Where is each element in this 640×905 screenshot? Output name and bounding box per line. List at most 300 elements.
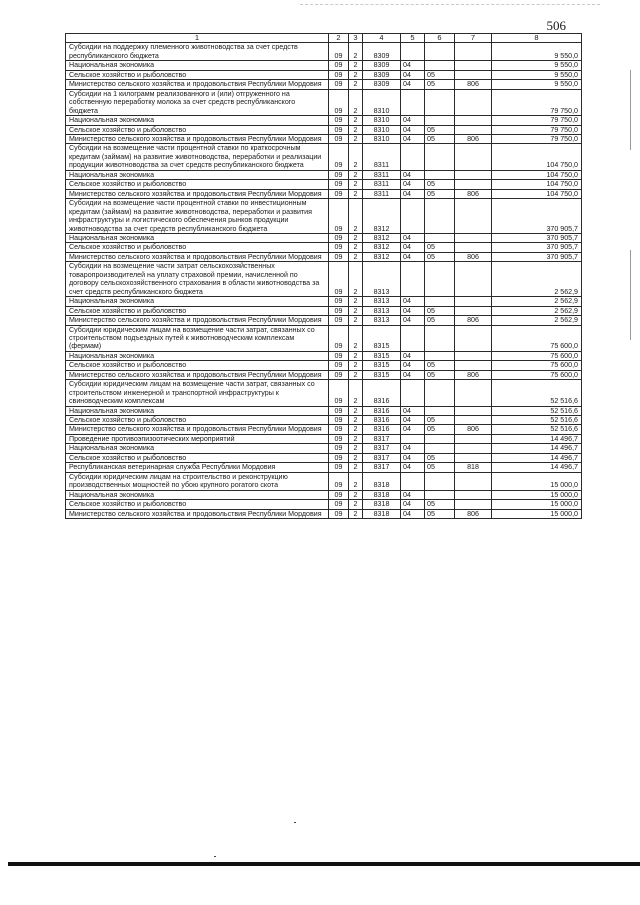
row-subsection-cell [425, 170, 455, 179]
row-code-cell: 2 [349, 463, 363, 472]
row-ministry-cell [455, 490, 492, 499]
row-code-cell: 09 [329, 243, 349, 252]
row-code-cell: 09 [329, 180, 349, 189]
row-name-cell: Субсидии на 1 килограмм реализованного и (или) отгруженного на собственную переработку молока за счет средств республиканского бюджета [66, 89, 329, 115]
row-code-cell: 09 [329, 61, 349, 70]
row-name-cell: Проведение противоэпизоотических мероприятий [66, 434, 329, 443]
row-amount-cell: 2 562,9 [492, 316, 582, 325]
row-ministry-cell [455, 306, 492, 315]
row-amount-cell: 79 750,0 [492, 125, 582, 134]
row-amount-cell: 14 496,7 [492, 444, 582, 453]
row-subsection-cell [425, 406, 455, 415]
row-amount-cell: 2 562,9 [492, 297, 582, 306]
table-row [66, 444, 582, 453]
row-subsection-cell [425, 472, 455, 490]
row-code-cell: 8309 [363, 61, 401, 70]
row-subsection-cell: 05 [425, 463, 455, 472]
row-code-cell: 2 [349, 80, 363, 89]
row-subsection-cell [425, 144, 455, 170]
row-code-cell: 09 [329, 43, 349, 61]
row-code-cell: 09 [329, 370, 349, 379]
table-row [66, 125, 582, 134]
row-amount-cell: 370 905,7 [492, 233, 582, 242]
row-name-cell: Сельское хозяйство и рыболовство [66, 500, 329, 509]
row-subsection-cell [425, 325, 455, 351]
row-section-cell [401, 472, 425, 490]
row-name-cell: Сельское хозяйство и рыболовство [66, 453, 329, 462]
row-section-cell [401, 43, 425, 61]
table-row [66, 425, 582, 434]
row-section-cell [401, 144, 425, 170]
row-code-cell: 2 [349, 490, 363, 499]
row-code-cell: 09 [329, 361, 349, 370]
row-code-cell: 8316 [363, 380, 401, 406]
row-section-cell: 04 [401, 297, 425, 306]
row-code-cell: 8309 [363, 80, 401, 89]
row-code-cell: 2 [349, 243, 363, 252]
top-scan-rule [300, 4, 600, 5]
row-code-cell: 2 [349, 380, 363, 406]
row-subsection-cell: 05 [425, 509, 455, 518]
row-code-cell: 2 [349, 361, 363, 370]
row-code-cell: 2 [349, 252, 363, 261]
row-code-cell: 2 [349, 509, 363, 518]
row-section-cell: 04 [401, 189, 425, 198]
row-subsection-cell: 05 [425, 361, 455, 370]
row-subsection-cell [425, 351, 455, 360]
row-ministry-cell [455, 444, 492, 453]
row-code-cell: 09 [329, 444, 349, 453]
row-code-cell: 2 [349, 180, 363, 189]
row-name-cell: Субсидии юридическим лицам на возмещение части затрат, связанных со строительством инженерной и транспортной инфраструктуры к свиноводческим комплексам [66, 380, 329, 406]
row-section-cell: 04 [401, 509, 425, 518]
row-ministry-cell [455, 43, 492, 61]
row-code-cell: 2 [349, 233, 363, 242]
row-code-cell: 09 [329, 351, 349, 360]
row-name-cell: Субсидии на возмещение части процентной ставки по краткосрочным кредитам (займам) на развитие животноводства, переработки и реализации продукции животноводства за счет средств республиканского бюджета [66, 144, 329, 170]
row-code-cell: 8311 [363, 170, 401, 179]
row-code-cell: 8315 [363, 361, 401, 370]
row-code-cell: 2 [349, 70, 363, 79]
row-section-cell: 04 [401, 134, 425, 143]
scan-edge-mark [630, 70, 631, 150]
table-row [66, 500, 582, 509]
row-section-cell: 04 [401, 306, 425, 315]
row-amount-cell: 104 750,0 [492, 170, 582, 179]
row-amount-cell: 15 000,0 [492, 472, 582, 490]
row-code-cell: 2 [349, 306, 363, 315]
row-amount-cell: 75 600,0 [492, 370, 582, 379]
row-amount-cell: 104 750,0 [492, 180, 582, 189]
row-code-cell: 09 [329, 199, 349, 234]
row-subsection-cell [425, 61, 455, 70]
row-amount-cell: 2 562,9 [492, 306, 582, 315]
row-code-cell: 2 [349, 170, 363, 179]
row-code-cell: 8313 [363, 297, 401, 306]
row-code-cell: 8317 [363, 444, 401, 453]
table-row [66, 61, 582, 70]
row-section-cell: 04 [401, 252, 425, 261]
row-amount-cell: 370 905,7 [492, 199, 582, 234]
row-section-cell: 04 [401, 170, 425, 179]
table-row [66, 370, 582, 379]
row-amount-cell: 15 000,0 [492, 490, 582, 499]
row-code-cell: 09 [329, 306, 349, 315]
row-name-cell: Национальная экономика [66, 116, 329, 125]
row-code-cell: 8315 [363, 351, 401, 360]
row-ministry-cell: 806 [455, 80, 492, 89]
row-amount-cell: 75 600,0 [492, 361, 582, 370]
row-ministry-cell [455, 170, 492, 179]
table-row [66, 189, 582, 198]
table-row [66, 306, 582, 315]
row-code-cell: 2 [349, 297, 363, 306]
row-code-cell: 2 [349, 444, 363, 453]
table-row [66, 490, 582, 499]
table-row [66, 70, 582, 79]
row-code-cell: 8317 [363, 434, 401, 443]
row-code-cell: 8312 [363, 199, 401, 234]
row-subsection-cell [425, 89, 455, 115]
row-ministry-cell [455, 61, 492, 70]
row-code-cell: 2 [349, 125, 363, 134]
row-section-cell: 04 [401, 243, 425, 252]
row-code-cell: 09 [329, 453, 349, 462]
row-code-cell: 8315 [363, 370, 401, 379]
row-code-cell: 2 [349, 406, 363, 415]
header-cell: 4 [363, 34, 401, 43]
row-subsection-cell: 05 [425, 252, 455, 261]
row-amount-cell: 9 550,0 [492, 70, 582, 79]
row-code-cell: 8318 [363, 500, 401, 509]
table-row [66, 180, 582, 189]
table-row [66, 199, 582, 234]
row-ministry-cell [455, 325, 492, 351]
row-subsection-cell [425, 233, 455, 242]
table-row [66, 380, 582, 406]
row-code-cell: 09 [329, 416, 349, 425]
row-code-cell: 2 [349, 89, 363, 115]
row-ministry-cell: 806 [455, 425, 492, 434]
row-name-cell: Министерство сельского хозяйства и продовольствия Республики Мордовия [66, 252, 329, 261]
row-subsection-cell [425, 297, 455, 306]
row-amount-cell: 52 516,6 [492, 416, 582, 425]
table-row [66, 472, 582, 490]
row-name-cell: Республиканская ветеринарная служба Республики Мордовия [66, 463, 329, 472]
row-amount-cell: 52 516,6 [492, 406, 582, 415]
row-ministry-cell [455, 144, 492, 170]
row-code-cell: 09 [329, 80, 349, 89]
row-ministry-cell [455, 406, 492, 415]
table-row [66, 243, 582, 252]
row-ministry-cell [455, 116, 492, 125]
row-code-cell: 8310 [363, 134, 401, 143]
row-amount-cell: 370 905,7 [492, 243, 582, 252]
row-section-cell: 04 [401, 80, 425, 89]
table-row [66, 453, 582, 462]
table-row [66, 509, 582, 518]
row-code-cell: 09 [329, 380, 349, 406]
table-row [66, 325, 582, 351]
row-subsection-cell [425, 434, 455, 443]
header-cell: 7 [455, 34, 492, 43]
row-code-cell: 09 [329, 233, 349, 242]
row-name-cell: Национальная экономика [66, 406, 329, 415]
row-ministry-cell [455, 243, 492, 252]
row-code-cell: 2 [349, 500, 363, 509]
table-row [66, 43, 582, 61]
row-amount-cell: 79 750,0 [492, 134, 582, 143]
row-section-cell: 04 [401, 61, 425, 70]
table-body [66, 43, 582, 519]
row-code-cell: 8318 [363, 472, 401, 490]
row-code-cell: 2 [349, 316, 363, 325]
scan-speck [294, 822, 296, 823]
row-code-cell: 8318 [363, 509, 401, 518]
row-code-cell: 2 [349, 351, 363, 360]
row-section-cell [401, 89, 425, 115]
row-subsection-cell: 05 [425, 425, 455, 434]
row-code-cell: 09 [329, 434, 349, 443]
row-section-cell: 04 [401, 316, 425, 325]
row-name-cell: Национальная экономика [66, 61, 329, 70]
row-code-cell: 2 [349, 472, 363, 490]
row-code-cell: 09 [329, 116, 349, 125]
row-ministry-cell [455, 351, 492, 360]
row-code-cell: 8312 [363, 252, 401, 261]
header-cell: 2 [329, 34, 349, 43]
row-subsection-cell: 05 [425, 416, 455, 425]
row-subsection-cell: 05 [425, 316, 455, 325]
row-ministry-cell: 806 [455, 509, 492, 518]
row-subsection-cell: 05 [425, 500, 455, 509]
row-code-cell: 2 [349, 134, 363, 143]
row-subsection-cell [425, 116, 455, 125]
row-ministry-cell: 818 [455, 463, 492, 472]
row-section-cell: 04 [401, 116, 425, 125]
row-subsection-cell [425, 262, 455, 297]
row-section-cell: 04 [401, 463, 425, 472]
row-code-cell: 2 [349, 116, 363, 125]
row-section-cell [401, 325, 425, 351]
row-ministry-cell [455, 180, 492, 189]
row-code-cell: 09 [329, 463, 349, 472]
row-name-cell: Сельское хозяйство и рыболовство [66, 243, 329, 252]
row-code-cell: 09 [329, 316, 349, 325]
row-code-cell: 2 [349, 43, 363, 61]
row-code-cell: 8310 [363, 89, 401, 115]
row-amount-cell: 15 000,0 [492, 509, 582, 518]
row-code-cell: 8316 [363, 406, 401, 415]
row-code-cell: 2 [349, 434, 363, 443]
row-code-cell: 2 [349, 416, 363, 425]
row-name-cell: Сельское хозяйство и рыболовство [66, 125, 329, 134]
row-name-cell: Национальная экономика [66, 444, 329, 453]
row-name-cell: Сельское хозяйство и рыболовство [66, 70, 329, 79]
row-section-cell: 04 [401, 490, 425, 499]
row-ministry-cell [455, 262, 492, 297]
row-name-cell: Национальная экономика [66, 233, 329, 242]
table-row [66, 262, 582, 297]
table-row [66, 361, 582, 370]
row-name-cell: Министерство сельского хозяйства и продовольствия Республики Мордовия [66, 189, 329, 198]
row-code-cell: 8316 [363, 425, 401, 434]
row-code-cell: 09 [329, 70, 349, 79]
row-amount-cell: 52 516,6 [492, 425, 582, 434]
row-subsection-cell [425, 43, 455, 61]
row-code-cell: 2 [349, 453, 363, 462]
row-amount-cell: 75 600,0 [492, 351, 582, 360]
row-ministry-cell [455, 361, 492, 370]
row-subsection-cell [425, 380, 455, 406]
row-code-cell: 8309 [363, 70, 401, 79]
row-code-cell: 8317 [363, 463, 401, 472]
scan-edge-mark [630, 250, 631, 340]
table-row [66, 297, 582, 306]
row-section-cell: 04 [401, 453, 425, 462]
row-name-cell: Национальная экономика [66, 351, 329, 360]
row-code-cell: 2 [349, 61, 363, 70]
row-section-cell: 04 [401, 180, 425, 189]
row-section-cell: 04 [401, 125, 425, 134]
row-section-cell: 04 [401, 444, 425, 453]
row-code-cell: 2 [349, 425, 363, 434]
table-row [66, 134, 582, 143]
row-ministry-cell: 806 [455, 370, 492, 379]
row-ministry-cell [455, 89, 492, 115]
row-name-cell: Министерство сельского хозяйства и продовольствия Республики Мордовия [66, 425, 329, 434]
row-code-cell: 09 [329, 500, 349, 509]
row-ministry-cell [455, 472, 492, 490]
row-name-cell: Министерство сельского хозяйства и продовольствия Республики Мордовия [66, 509, 329, 518]
table-row [66, 144, 582, 170]
row-name-cell: Министерство сельского хозяйства и продовольствия Республики Мордовия [66, 80, 329, 89]
row-subsection-cell: 05 [425, 189, 455, 198]
row-ministry-cell: 806 [455, 252, 492, 261]
row-code-cell: 8318 [363, 490, 401, 499]
table-row [66, 351, 582, 360]
row-subsection-cell [425, 490, 455, 499]
row-code-cell: 09 [329, 325, 349, 351]
table-header-row [66, 34, 582, 43]
row-ministry-cell [455, 233, 492, 242]
row-code-cell: 2 [349, 262, 363, 297]
row-section-cell: 04 [401, 351, 425, 360]
row-name-cell: Сельское хозяйство и рыболовство [66, 361, 329, 370]
row-code-cell: 8313 [363, 316, 401, 325]
row-name-cell: Национальная экономика [66, 297, 329, 306]
row-amount-cell: 9 550,0 [492, 61, 582, 70]
table-row [66, 252, 582, 261]
row-ministry-cell [455, 416, 492, 425]
budget-table [65, 33, 582, 519]
table-row [66, 316, 582, 325]
row-section-cell [401, 199, 425, 234]
row-amount-cell: 9 550,0 [492, 43, 582, 61]
table-row [66, 434, 582, 443]
row-code-cell: 8316 [363, 416, 401, 425]
row-section-cell: 04 [401, 500, 425, 509]
row-ministry-cell [455, 297, 492, 306]
row-code-cell: 8311 [363, 189, 401, 198]
scan-speck [214, 856, 216, 857]
row-name-cell: Субсидии юридическим лицам на возмещение части затрат, связанных со строительством подъездных путей к животноводческим комплексам (фермам) [66, 325, 329, 351]
header-cell: 8 [492, 34, 582, 43]
row-subsection-cell: 05 [425, 306, 455, 315]
row-name-cell: Субсидии на возмещение части процентной ставки по инвестиционным кредитам (займам) на развитие животноводства, переработки и развития инфраструктуры и логистического обеспечения рынков продукции животноводства за счет средств республиканского бюджета [66, 199, 329, 234]
row-subsection-cell: 05 [425, 134, 455, 143]
table-row [66, 233, 582, 242]
row-amount-cell: 370 905,7 [492, 252, 582, 261]
row-code-cell: 09 [329, 472, 349, 490]
row-name-cell: Субсидии юридическим лицам на строительство и реконструкцию производственных мощностей по убою крупного рогатого скота [66, 472, 329, 490]
row-ministry-cell [455, 199, 492, 234]
row-section-cell: 04 [401, 233, 425, 242]
row-subsection-cell: 05 [425, 125, 455, 134]
row-subsection-cell: 05 [425, 180, 455, 189]
table-row [66, 116, 582, 125]
row-code-cell: 09 [329, 509, 349, 518]
row-amount-cell: 15 000,0 [492, 500, 582, 509]
row-section-cell: 04 [401, 406, 425, 415]
row-code-cell: 09 [329, 425, 349, 434]
row-code-cell: 8312 [363, 233, 401, 242]
header-cell: 3 [349, 34, 363, 43]
row-code-cell: 8313 [363, 306, 401, 315]
row-code-cell: 2 [349, 370, 363, 379]
header-cell: 6 [425, 34, 455, 43]
row-amount-cell: 52 516,6 [492, 380, 582, 406]
row-ministry-cell [455, 500, 492, 509]
row-name-cell: Субсидии на поддержку племенного животноводства за счет средств республиканского бюджета [66, 43, 329, 61]
header-cell: 5 [401, 34, 425, 43]
row-ministry-cell: 806 [455, 189, 492, 198]
row-amount-cell: 14 496,7 [492, 434, 582, 443]
row-code-cell: 2 [349, 144, 363, 170]
row-ministry-cell [455, 125, 492, 134]
row-code-cell: 8313 [363, 262, 401, 297]
row-amount-cell: 104 750,0 [492, 144, 582, 170]
row-section-cell: 04 [401, 370, 425, 379]
table-row [66, 170, 582, 179]
row-subsection-cell: 05 [425, 243, 455, 252]
row-code-cell: 2 [349, 325, 363, 351]
header-cell: 1 [66, 34, 329, 43]
row-section-cell: 04 [401, 416, 425, 425]
row-ministry-cell [455, 453, 492, 462]
row-amount-cell: 79 750,0 [492, 89, 582, 115]
row-subsection-cell [425, 199, 455, 234]
table-row [66, 80, 582, 89]
row-code-cell: 09 [329, 170, 349, 179]
row-ministry-cell: 806 [455, 134, 492, 143]
row-section-cell [401, 434, 425, 443]
row-name-cell: Министерство сельского хозяйства и продовольствия Республики Мордовия [66, 370, 329, 379]
row-code-cell: 2 [349, 199, 363, 234]
table-row [66, 89, 582, 115]
table-row [66, 463, 582, 472]
row-code-cell: 09 [329, 490, 349, 499]
row-code-cell: 09 [329, 144, 349, 170]
row-code-cell: 8311 [363, 144, 401, 170]
row-code-cell: 09 [329, 406, 349, 415]
row-name-cell: Субсидии на возмещение части затрат сельскохозяйственных товаропроизводителей на уплату страховой премии, начисленной по договору сельскохозяйственного страхования в области животноводства за счет средств республиканского бюджета [66, 262, 329, 297]
row-code-cell: 09 [329, 89, 349, 115]
scan-bottom-bar [8, 862, 640, 866]
row-section-cell: 04 [401, 70, 425, 79]
row-code-cell: 8311 [363, 180, 401, 189]
table-row [66, 416, 582, 425]
